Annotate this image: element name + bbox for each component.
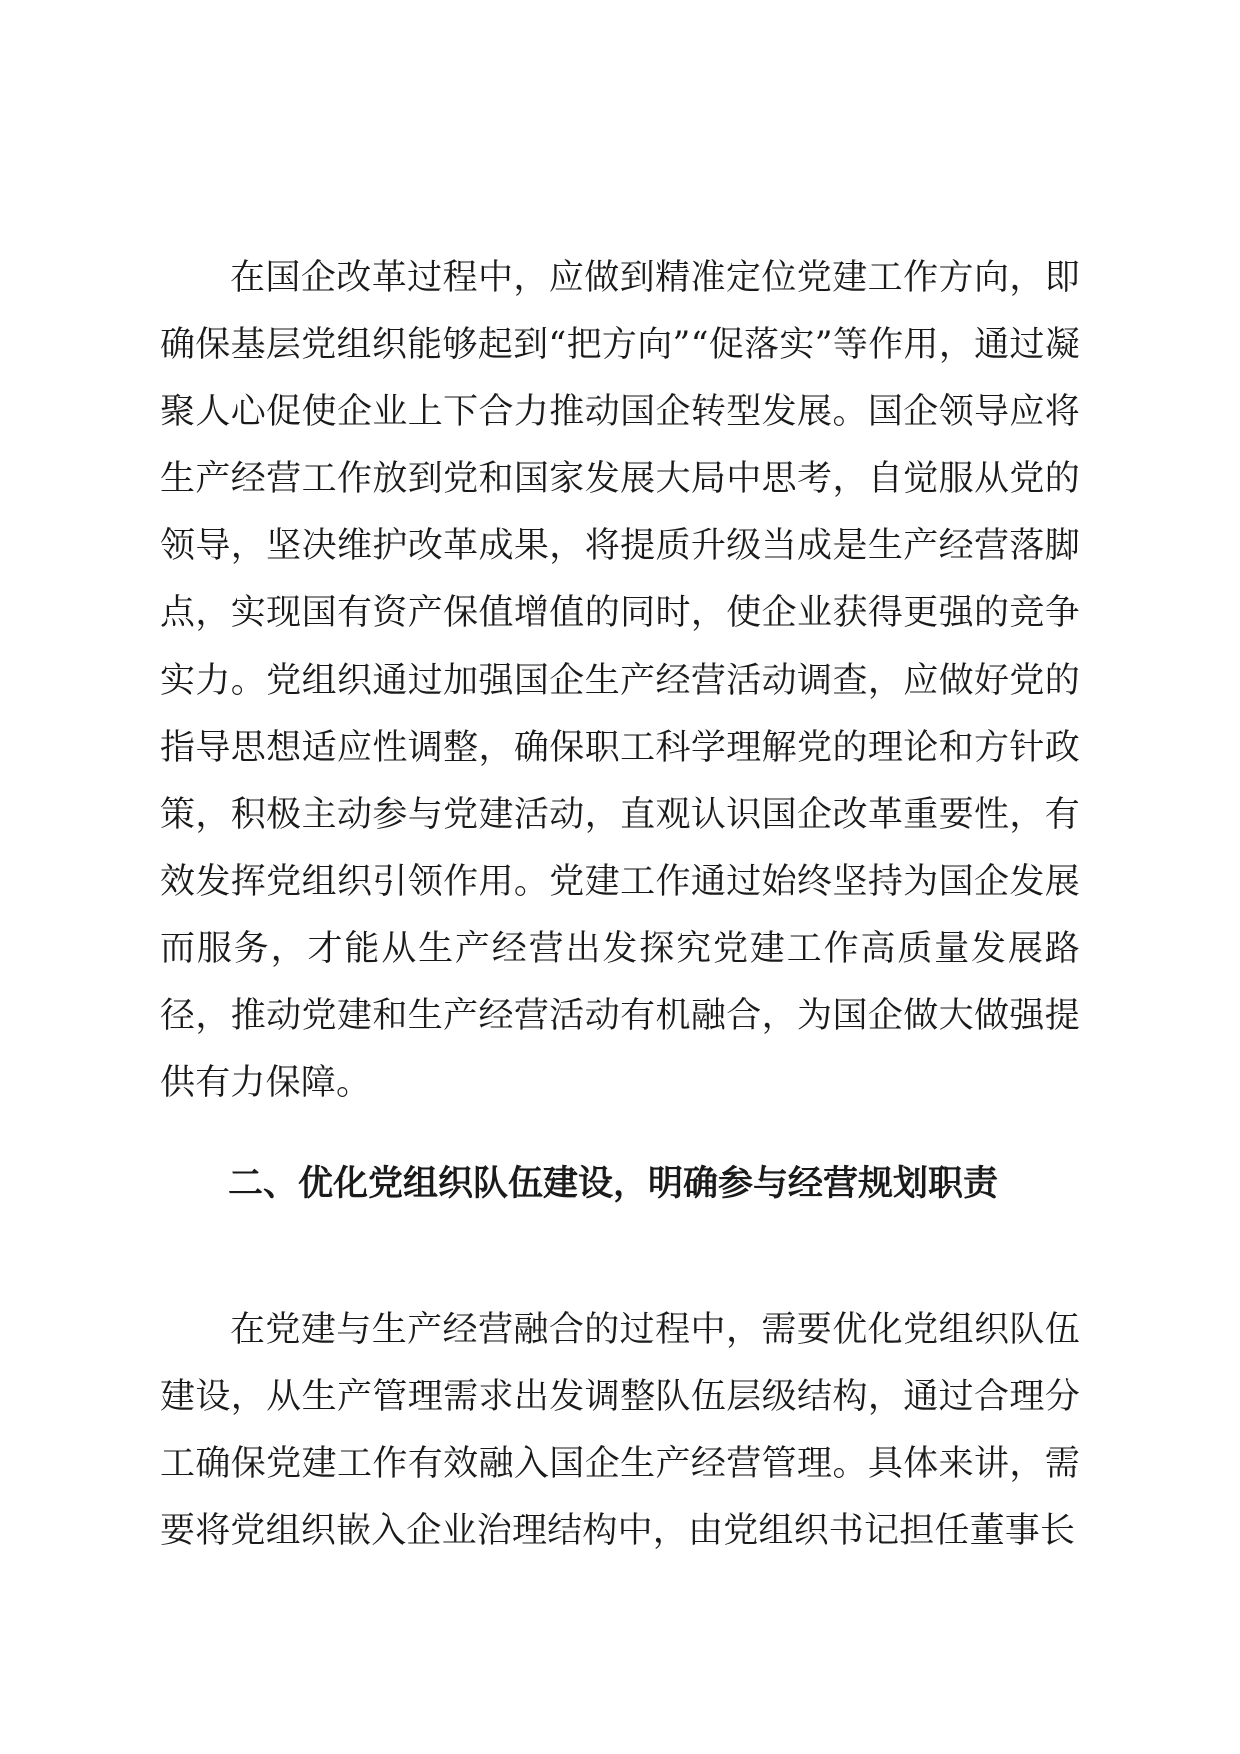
- body-paragraph-2: 在党建与生产经营融合的过程中，需要优化党组织队伍建设，从生产管理需求出发调整队伍层级结构，通过合理分工确保党建工作有效融入国企生产经营管理。具体来讲，需要将党组织嵌入企业治理结构中，由党组织书记担任董事长: [160, 1310, 1080, 1552]
- body-paragraph-1: 在国企改革过程中，应做到精准定位党建工作方向，即确保基层党组织能够起到“把方向”“促落实”等作用，通过凝聚人心促使企业上下合力推动国企转型发展。国企领导应将生产经营工作放到党和国家发展大局中思考，自觉服从党的领导，坚决维护改革成果，将提质升级当成是生产经营落脚点，实现国有资产保值增值的同时，使企业获得更强的竞争实力。党组织通过加强国企生产经营活动调查，应做好党的指导思想适应性调整，确保职工科学理解党的理论和方针政策，积极主动参与党建活动，直观认识国企改革重要性，有效发挥党组织引领作用。党建工作通过始终坚持为国企发展而服务，才能从生产经营出发探究党建工作高质量发展路径，推动党建和生产经营活动有机融合，为国企做大做强提供有力保障。: [160, 258, 1080, 1104]
- section-heading: 二、优化党组织队伍建设，明确参与经营规划职责: [228, 1164, 999, 1204]
